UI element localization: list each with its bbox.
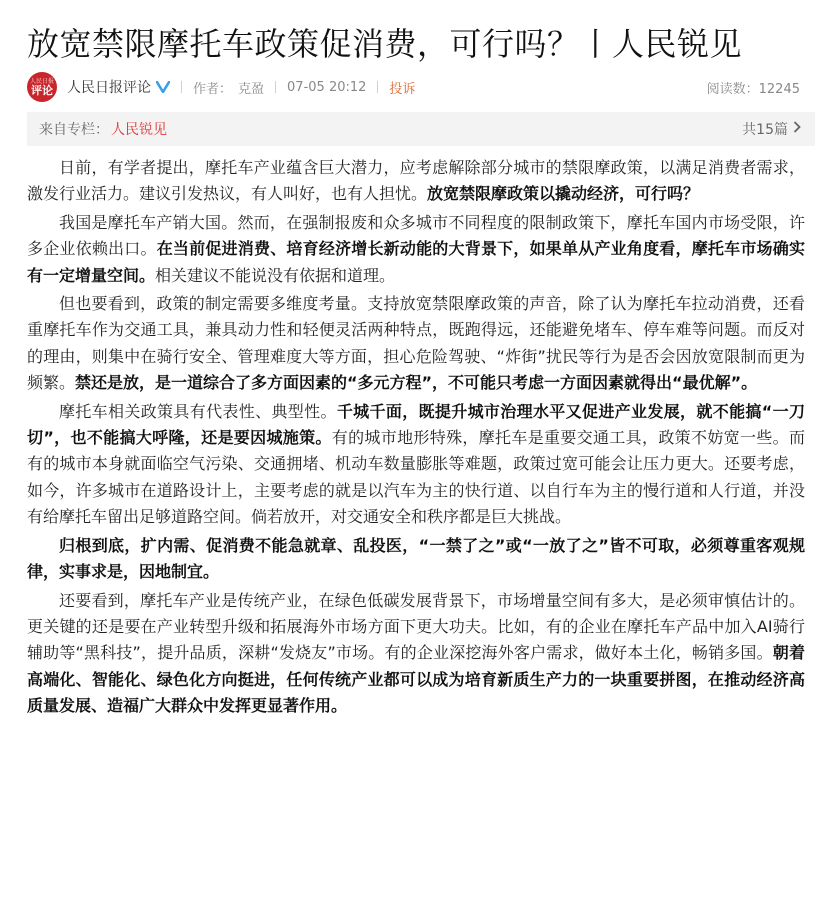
article-paragraph bbox=[27, 210, 805, 289]
meta-divider bbox=[181, 81, 182, 93]
report-link[interactable]: 投诉 bbox=[389, 81, 416, 97]
text-segment: 相关建议不能说没有依据和道理。 bbox=[155, 265, 396, 285]
chevron-right-icon bbox=[793, 121, 801, 137]
bold-text-segment: 在当前促进消费、培育经济增长新动能的大背景下，如果单从产业角度看，摩托车市场确实有一定增量空间。 bbox=[27, 239, 805, 285]
verified-v-icon bbox=[156, 80, 170, 94]
text-segment: 日前，有学者提出，摩托车产业蕴含巨大潜力，应考虑解除部分城市的禁限摩政策，以满足消费者需求，激发行业活力。建议引发热议，有人叫好，也有人担忧。 bbox=[27, 158, 805, 204]
column-prefix: 来自专栏： bbox=[39, 122, 109, 138]
article-paragraph bbox=[27, 588, 805, 720]
read-count bbox=[707, 78, 800, 97]
article-title: 放宽禁限摩托车政策促消费，可行吗？丨人民锐见 bbox=[27, 25, 743, 63]
text-segment: 还要看到，摩托车产业是传统产业，在绿色低碳发展背景下，市场增量空间有多大，是必须审慎估计的。更关键的还是要在产业转型升级和拓展海外市场方面下更大功夫。比如，有的企业在摩托车产品中加入AI骑行辅助等“黑科技”，提升品质，深耕“发烧友”市场。有的企业深挖海外客户需求，做好本土化，畅销多国。 bbox=[27, 590, 805, 663]
bold-text-segment: 放宽禁限摩政策以撬动经济，可行吗？ bbox=[427, 184, 700, 204]
text-segment: 有的城市地形特殊，摩托车是重要交通工具，政策不妨宽一些。而有的城市本身就面临空气污染、交通拥堵、机动车数量膨胀等难题，政策过宽可能会让压力更大。还要考虑，如今，许多城市在道路设计上，主要考虑的就是以汽车为主的快行道、以自行车为主的慢行道和人行道，并没有给摩托车留出足够道路空间。倘若放开，对交通安全和秩序都是巨大挑战。 bbox=[27, 428, 805, 527]
bold-text-segment: 归根到底，扩内需、促消费不能急就章、乱投医，“一禁了之”或“一放了之”皆不可取，必须尊重客观规律，实事求是，因地制宜。 bbox=[27, 535, 805, 582]
meta-divider bbox=[275, 81, 276, 93]
column-banner[interactable] bbox=[27, 112, 815, 146]
article-paragraph bbox=[27, 533, 805, 586]
bold-text-segment: 千城千面，既提升城市治理水平又促进产业发展，就不能搞“一刀切”，也不能搞大呼隆，还是要因城施策。 bbox=[27, 401, 805, 448]
author-label: 作者： bbox=[193, 81, 233, 97]
article-body bbox=[27, 155, 805, 722]
article-paragraph bbox=[27, 291, 805, 397]
column-count-link[interactable] bbox=[742, 119, 801, 139]
article-paragraph bbox=[27, 399, 805, 531]
read-count-value: 12245 bbox=[758, 81, 800, 97]
publish-datetime: 07-05 20:12 bbox=[287, 79, 367, 95]
column-count: 共15篇 bbox=[742, 122, 788, 138]
article-paragraph bbox=[27, 155, 805, 208]
text-segment: 我国是摩托车产销大国。然而，在强制报废和众多城市不同程度的限制政策下，摩托车国内市场受限，许多企业依赖出口。 bbox=[27, 212, 805, 259]
read-count-label: 阅读数： bbox=[706, 81, 759, 97]
author-name: 克盈 bbox=[238, 81, 265, 97]
article-meta bbox=[27, 73, 800, 101]
source-logo-small-text: 人民日报 bbox=[29, 78, 54, 85]
source-logo-text: 评论 bbox=[31, 84, 53, 97]
text-segment: 但也要看到，政策的制定需要多维度考量。支持放宽禁限摩政策的声音，除了认为摩托车拉动消费，还看重摩托车作为交通工具，兼具动力性和轻便灵活两种特点，既跑得远，还能避免堵车、停车难等问题。而反对的理由，则集中在骑行安全、管理难度大等方面，担心危险驾驶、“炸街”扰民等行为是否会因放宽限制而更为频繁。 bbox=[27, 294, 805, 393]
text-segment: 摩托车相关政策具有代表性、典型性。 bbox=[59, 401, 337, 421]
source-logo[interactable] bbox=[27, 72, 57, 102]
bold-text-segment: 禁还是放，是一道综合了多方面因素的“多元方程”，不可能只考虑一方面因素就得出“最优解”。 bbox=[75, 373, 758, 393]
bold-text-segment: 朝着高端化、智能化、绿色化方向挺进，任何传统产业都可以成为培育新质生产力的一块重要拼图，在推动经济高质量发展、造福广大群众中发挥更显著作用。 bbox=[27, 643, 805, 716]
column-name-link[interactable]: 人民锐见 bbox=[111, 122, 167, 138]
meta-divider bbox=[377, 81, 378, 93]
source-name-link[interactable]: 人民日报评论 bbox=[67, 80, 151, 96]
